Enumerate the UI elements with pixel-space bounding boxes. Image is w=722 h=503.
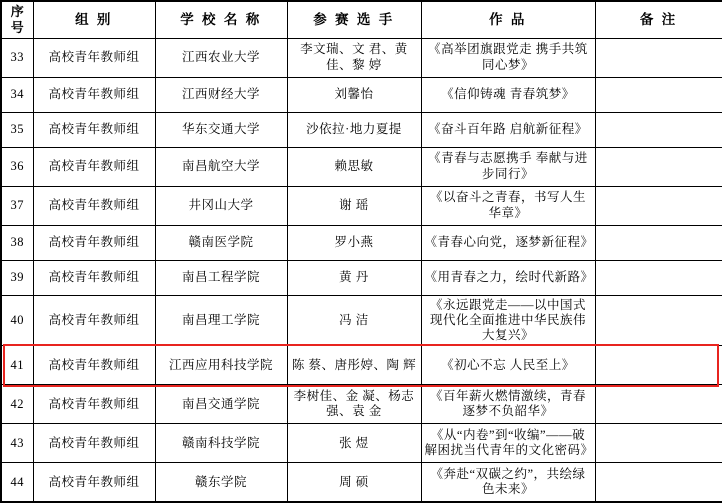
table-row (1, 295, 722, 346)
cell-group: 高校青年教师组 (33, 147, 155, 186)
cell-school: 井冈山大学 (155, 186, 287, 225)
cell-remark (595, 112, 722, 147)
cell-school: 江西农业大学 (155, 38, 287, 77)
cell-players: 张 煜 (287, 424, 421, 463)
cell-remark (595, 260, 722, 295)
column-header-school: 学 校 名 称 (155, 1, 287, 38)
table-row (1, 424, 722, 463)
cell-school: 南昌交通学院 (155, 385, 287, 424)
table-row (1, 147, 722, 186)
cell-index: 33 (1, 38, 33, 77)
cell-index: 43 (1, 424, 33, 463)
table-body (1, 38, 722, 502)
cell-index: 36 (1, 147, 33, 186)
cell-players: 谢 瑶 (287, 186, 421, 225)
cell-group: 高校青年教师组 (33, 225, 155, 260)
cell-index: 38 (1, 225, 33, 260)
cell-group: 高校青年教师组 (33, 112, 155, 147)
cell-work: 《信仰铸魂 青春筑梦》 (421, 77, 595, 112)
cell-players: 陈 蔡、唐彤婷、陶 辉 (287, 346, 421, 385)
cell-remark (595, 463, 722, 503)
cell-remark (595, 186, 722, 225)
cell-players: 刘馨怡 (287, 77, 421, 112)
column-header-index: 序 号 (1, 1, 33, 38)
cell-players: 罗小燕 (287, 225, 421, 260)
cell-group: 高校青年教师组 (33, 463, 155, 503)
cell-index: 35 (1, 112, 33, 147)
cell-players: 周 硕 (287, 463, 421, 503)
cell-school: 华东交通大学 (155, 112, 287, 147)
cell-work: 《奋斗百年路 启航新征程》 (421, 112, 595, 147)
table-row (1, 260, 722, 295)
cell-group: 高校青年教师组 (33, 186, 155, 225)
cell-group: 高校青年教师组 (33, 295, 155, 346)
table-header-row (1, 1, 722, 38)
cell-work: 《奔赴“双碳之约”，共绘绿色未来》 (421, 463, 595, 503)
cell-school: 江西财经大学 (155, 77, 287, 112)
cell-school: 南昌工程学院 (155, 260, 287, 295)
cell-players: 李文瑞、文 君、黄 佳、黎 婷 (287, 38, 421, 77)
cell-work: 《青春心向党，逐梦新征程》 (421, 225, 595, 260)
cell-index: 37 (1, 186, 33, 225)
cell-group: 高校青年教师组 (33, 346, 155, 385)
cell-remark (595, 295, 722, 346)
table-row (1, 385, 722, 424)
table-header (1, 1, 722, 38)
cell-remark (595, 225, 722, 260)
cell-group: 高校青年教师组 (33, 424, 155, 463)
cell-remark (595, 346, 722, 385)
table-row (1, 112, 722, 147)
cell-players: 李树佳、金 凝、杨志强、袁 金 (287, 385, 421, 424)
column-header-work: 作 品 (421, 1, 595, 38)
cell-players: 沙依拉·地力夏提 (287, 112, 421, 147)
table-row (1, 225, 722, 260)
cell-school: 赣南科技学院 (155, 424, 287, 463)
column-header-remark: 备 注 (595, 1, 722, 38)
cell-group: 高校青年教师组 (33, 77, 155, 112)
column-header-group: 组 别 (33, 1, 155, 38)
cell-remark (595, 38, 722, 77)
cell-work: 《青春与志愿携手 奉献与进步同行》 (421, 147, 595, 186)
cell-index: 39 (1, 260, 33, 295)
cell-school: 江西应用科技学院 (155, 346, 287, 385)
cell-players: 赖思敏 (287, 147, 421, 186)
cell-group: 高校青年教师组 (33, 38, 155, 77)
cell-work: 《用青春之力，绘时代新路》 (421, 260, 595, 295)
cell-players: 冯 洁 (287, 295, 421, 346)
column-header-players: 参 赛 选 手 (287, 1, 421, 38)
cell-remark (595, 385, 722, 424)
cell-players: 黄 丹 (287, 260, 421, 295)
cell-index: 41 (1, 346, 33, 385)
table-row-highlighted (1, 346, 722, 385)
table-row (1, 38, 722, 77)
cell-work: 《从“内卷”到“收编”——破解困扰当代青年的文化密码》 (421, 424, 595, 463)
table-row (1, 77, 722, 112)
cell-school: 赣南医学院 (155, 225, 287, 260)
cell-work: 《永远跟党走——以中国式现代化全面推进中华民族伟大复兴》 (421, 295, 595, 346)
cell-index: 34 (1, 77, 33, 112)
cell-school: 南昌航空大学 (155, 147, 287, 186)
cell-work: 《高举团旗跟党走 携手共筑同心梦》 (421, 38, 595, 77)
cell-school: 赣东学院 (155, 463, 287, 503)
cell-index: 42 (1, 385, 33, 424)
cell-school: 南昌理工学院 (155, 295, 287, 346)
cell-index: 44 (1, 463, 33, 503)
cell-work: 《以奋斗之青春，书写人生华章》 (421, 186, 595, 225)
cell-work: 《百年薪火燃情激续，青春逐梦不负韶华》 (421, 385, 595, 424)
table-row (1, 186, 722, 225)
cell-remark (595, 77, 722, 112)
cell-index: 40 (1, 295, 33, 346)
cell-remark (595, 147, 722, 186)
table-row (1, 463, 722, 503)
cell-group: 高校青年教师组 (33, 260, 155, 295)
cell-work: 《初心不忘 人民至上》 (421, 346, 595, 385)
cell-remark (595, 424, 722, 463)
cell-group: 高校青年教师组 (33, 385, 155, 424)
